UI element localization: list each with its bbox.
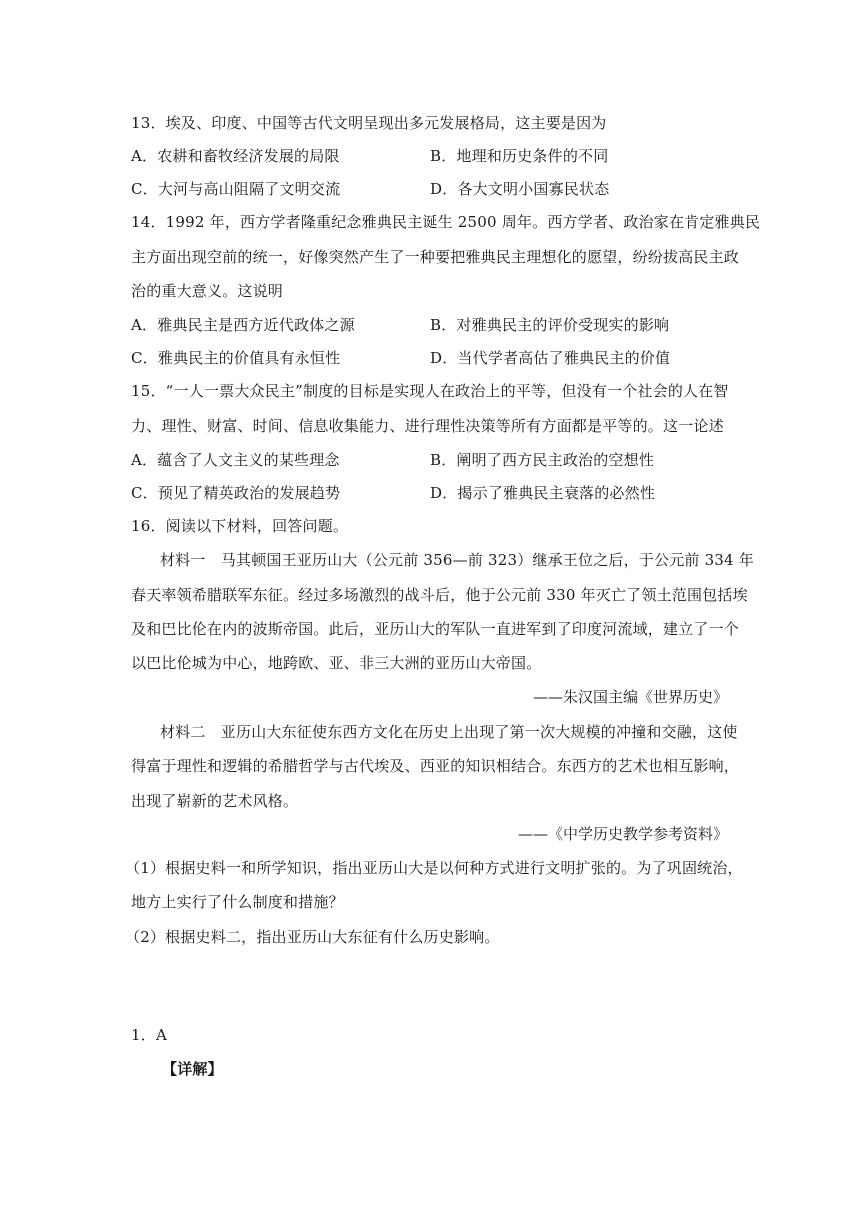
detail-label: 【详解】 — [162, 1060, 223, 1078]
q15-option-c: C．预见了精英政治的发展趋势 — [131, 484, 341, 502]
material2-line-2: 得富于理性和逻辑的希腊哲学与古代埃及、西亚的知识相结合。东西方的艺术也相互影响， — [131, 757, 740, 775]
q13-option-c: C．大河与高山阻隔了文明交流 — [131, 180, 341, 198]
q15-option-d: D．揭示了雅典民主衰落的必然性 — [430, 484, 656, 502]
material1-line-4: 以巴比伦城为中心，地跨欧、亚、非三大洲的亚历山大帝国。 — [131, 654, 542, 672]
q13-option-a: A．农耕和畜牧经济发展的局限 — [131, 147, 340, 165]
q13-option-d: D．各大文明小国寡民状态 — [430, 180, 610, 198]
material2-source: ——《中学历史教学参考资料》 — [517, 825, 728, 843]
q15-stem-line-2: 力、理性、财富、时间、信息收集能力、进行理性决策等所有方面都是平等的。这一论述 — [131, 417, 724, 435]
answer-1: 1．A — [131, 1026, 167, 1044]
q16-sub1-line-2: 地方上实行了什么制度和措施？ — [131, 893, 344, 911]
material2-line-3: 出现了崭新的艺术风格。 — [131, 792, 299, 810]
q14-option-c: C．雅典民主的价值具有永恒性 — [131, 349, 341, 367]
material1-line-1: 材料一 马其顿国王亚历山大（公元前 356—前 323）继承王位之后，于公元前 334 年 — [160, 551, 754, 569]
q15-option-b: B．阐明了西方民主政治的空想性 — [430, 451, 655, 469]
q16-sub2: （2）根据史料二，指出亚历山大东征有什么历史影响。 — [125, 928, 500, 946]
q14-stem-line-2: 主方面出现空前的统一，好像突然产生了一种要把雅典民主理想化的愿望，纷纷拔高民主政 — [131, 248, 740, 266]
q15-option-a: A．蕴含了人文主义的某些理念 — [131, 451, 340, 469]
q13-stem: 13．埃及、印度、中国等古代文明呈现出多元发展格局，这主要是因为 — [131, 114, 607, 132]
q14-option-b: B．对雅典民主的评价受现实的影响 — [430, 316, 670, 334]
q14-stem-line-1: 14．1992 年，西方学者隆重纪念雅典民主诞生 2500 周年。西方学者、政治家在肯定雅典民 — [131, 213, 761, 231]
q15-stem-line-1: 15．“一人一票大众民主”制度的目标是实现人在政治上的平等，但没有一个社会的人在智 — [131, 382, 729, 400]
q16-stem: 16．阅读以下材料，回答问题。 — [131, 517, 349, 535]
material1-line-3: 及和巴比伦在内的波斯帝国。此后，亚历山大的军队一直进军到了印度河流域，建立了一个 — [131, 620, 740, 638]
material2-line-1: 材料二 亚历山大东征使东西方文化在历史上出现了第一次大规模的冲撞和交融，这使 — [160, 723, 738, 741]
q16-sub1-line-1: （1）根据史料一和所学知识，指出亚历山大是以何种方式进行文明扩张的。为了巩固统治， — [125, 859, 743, 877]
q14-option-d: D．当代学者高估了雅典民主的价值 — [430, 349, 671, 367]
material1-source: ——朱汉国主编《世界历史》 — [532, 688, 728, 706]
q13-option-b: B．地理和历史条件的不同 — [430, 147, 609, 165]
q14-stem-line-3: 治的重大意义。这说明 — [131, 282, 284, 300]
q14-option-a: A．雅典民主是西方近代政体之源 — [131, 316, 355, 334]
material1-line-2: 春天率领希腊联军东征。经过多场激烈的战斗后，他于公元前 330 年灭亡了领土范围包括埃 — [131, 586, 748, 604]
